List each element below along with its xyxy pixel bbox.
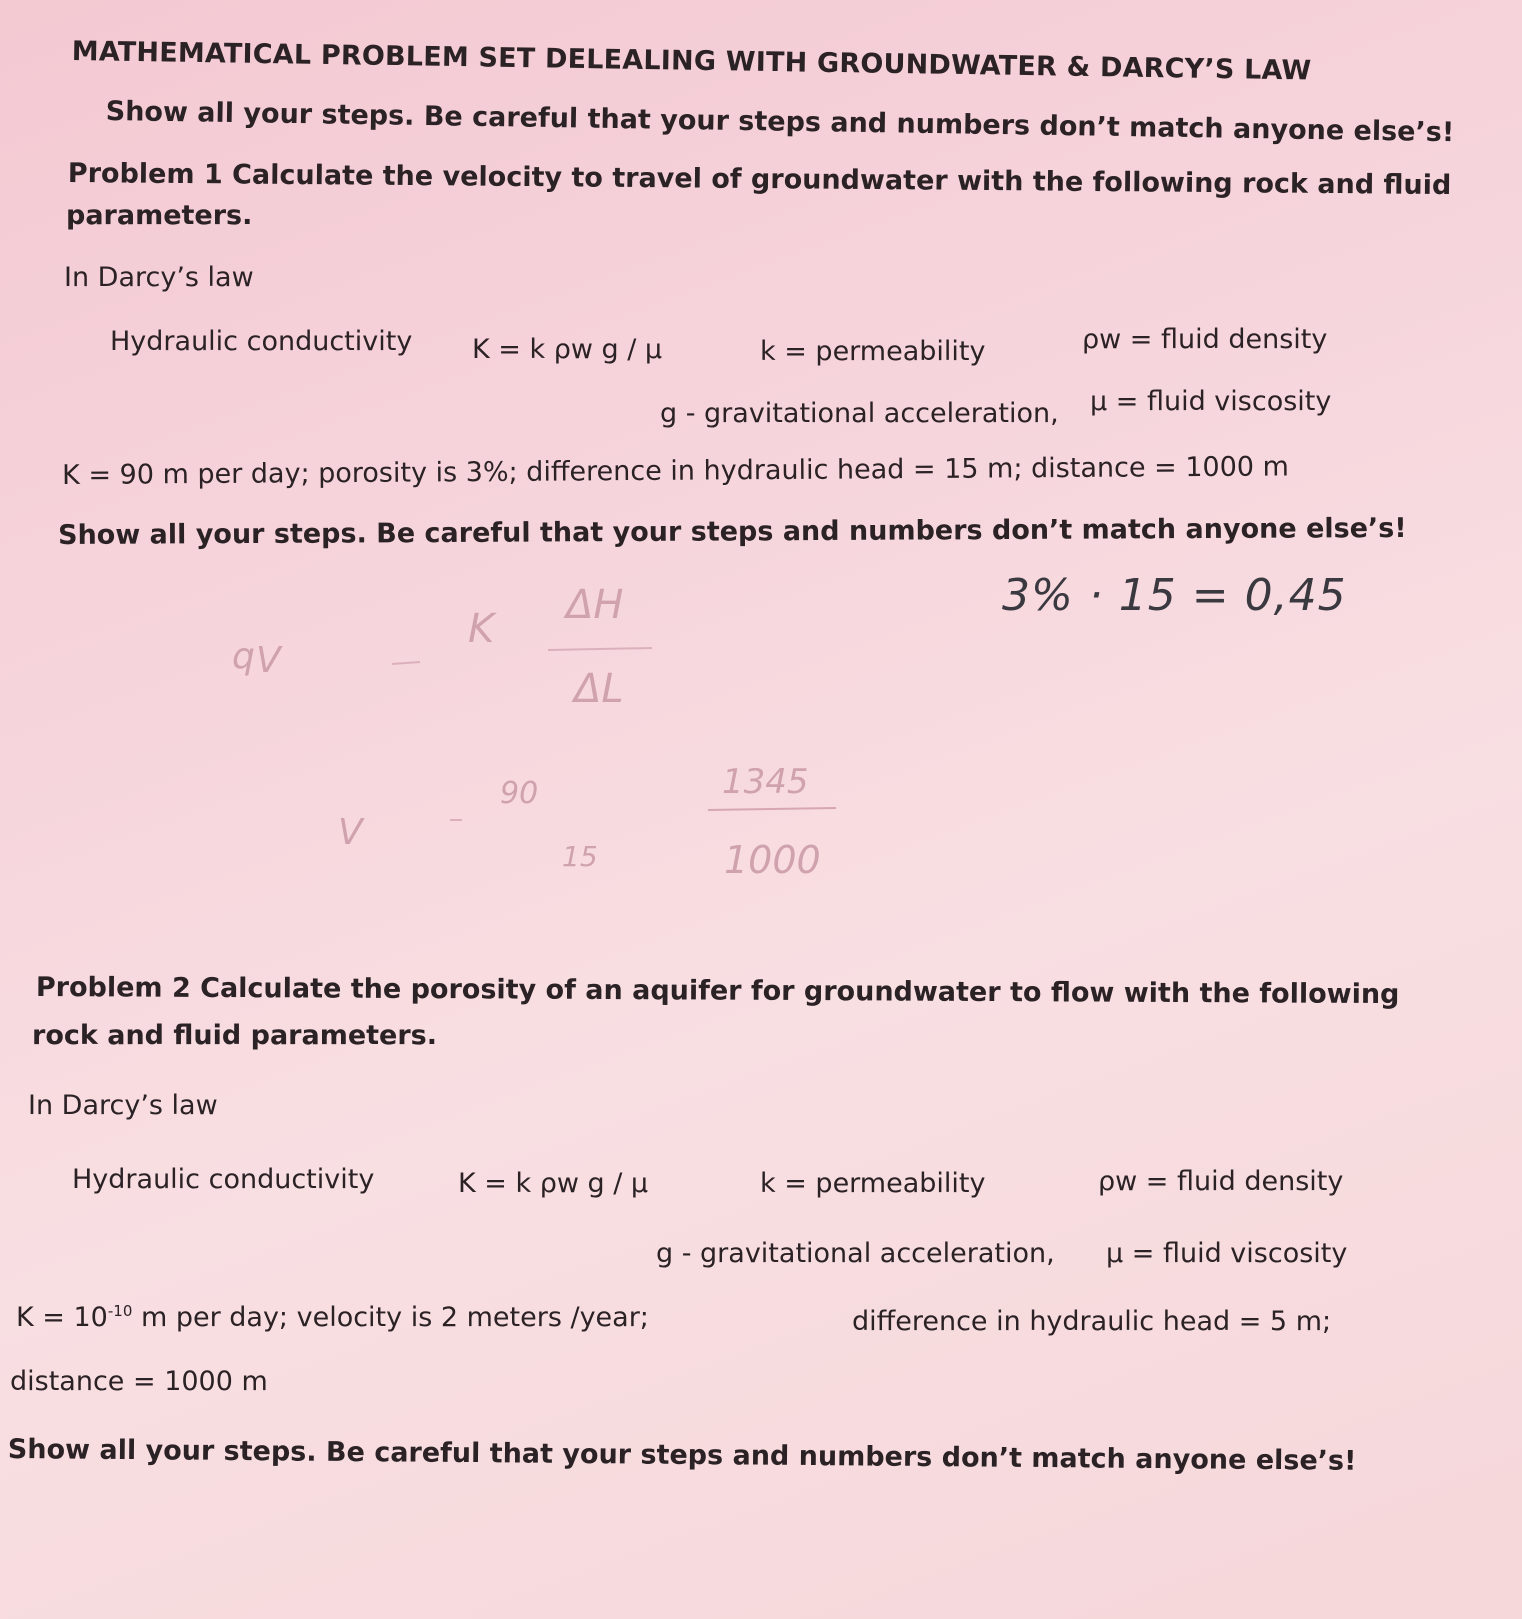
- pencil-ninety: 90: [500, 776, 539, 811]
- problem2-givens-head: difference in hydraulic head = 5 m;: [852, 1306, 1332, 1337]
- problem2-givens-distance: distance = 1000 m: [10, 1366, 268, 1397]
- page-title: MATHEMATICAL PROBLEM SET DELEALING WITH GROUNDWATER & DARCY’S LAW: [71, 36, 1312, 87]
- pencil-denominator: 1000: [724, 838, 821, 882]
- problem1-gravity-def: g - gravitational acceleration,: [660, 398, 1059, 429]
- pencil-q: q: [232, 636, 255, 677]
- problem2-hydraulic-label: Hydraulic conductivity: [72, 1164, 375, 1195]
- problem1-density-def: ρw = fluid density: [1082, 324, 1328, 355]
- problem1-formula: K = k ρw g / μ: [472, 334, 663, 365]
- problem1-viscosity-def: μ = fluid viscosity: [1090, 386, 1332, 417]
- problem2-density-def: ρw = fluid density: [1098, 1166, 1344, 1197]
- pencil-delta-l: ΔL: [574, 666, 624, 712]
- problem1-reminder: Show all your steps. Be careful that your steps and numbers don’t match anyone else’s!: [58, 512, 1407, 551]
- problem2-permeability-def: k = permeability: [760, 1168, 986, 1199]
- problem2-gravity-def: g - gravitational acceleration,: [656, 1238, 1055, 1269]
- pencil-dash: [392, 662, 420, 664]
- pencil-numerator: 1345: [722, 762, 809, 802]
- problem2-viscosity-def: μ = fluid viscosity: [1106, 1238, 1348, 1269]
- problem2-k-suffix: m per day; velocity is 2 meters /year;: [132, 1302, 649, 1333]
- problem2-givens-k: [16, 1302, 649, 1333]
- problem2-reminder: Show all your steps. Be careful that your steps and numbers don’t match anyone else’s!: [7, 1434, 1357, 1477]
- problem2-formula: K = k ρw g / μ: [458, 1168, 649, 1199]
- problem2-k-prefix: K = 10: [16, 1302, 108, 1333]
- problem1-heading-line2: parameters.: [66, 200, 253, 231]
- problem2-law-intro: In Darcy’s law: [28, 1090, 218, 1121]
- problem2-k-exponent: -10: [107, 1302, 133, 1320]
- pencil-k: K: [468, 606, 495, 652]
- problem2-heading-line2: rock and fluid parameters.: [32, 1020, 437, 1051]
- pencil-delta-h: ΔH: [566, 582, 624, 628]
- pencil-v: V: [256, 640, 281, 681]
- problem2-heading-line1: Problem 2 Calculate the porosity of an aquifer for groundwater to flow with the following: [35, 972, 1400, 1011]
- problem1-hydraulic-label: Hydraulic conductivity: [110, 326, 413, 357]
- pencil-fifteen: 15: [562, 840, 598, 873]
- pencil-v2: V: [338, 812, 363, 853]
- pencil-fraction-bar-1: [548, 648, 652, 650]
- pencil-fraction-bar-2: [708, 808, 836, 810]
- problem1-givens: K = 90 m per day; porosity is 3%; difference in hydraulic head = 15 m; distance = 1000 m: [62, 451, 1289, 491]
- problem1-handwritten-answer: 3% · 15 = 0,45: [1002, 570, 1347, 621]
- intro-instruction: Show all your steps. Be careful that your steps and numbers don’t match anyone else’s!: [105, 96, 1455, 149]
- problem1-law-intro: In Darcy’s law: [64, 262, 254, 293]
- problem1-heading-line1: Problem 1 Calculate the velocity to travel of groundwater with the following rock and fluid: [67, 158, 1452, 202]
- problem1-permeability-def: k = permeability: [760, 336, 986, 367]
